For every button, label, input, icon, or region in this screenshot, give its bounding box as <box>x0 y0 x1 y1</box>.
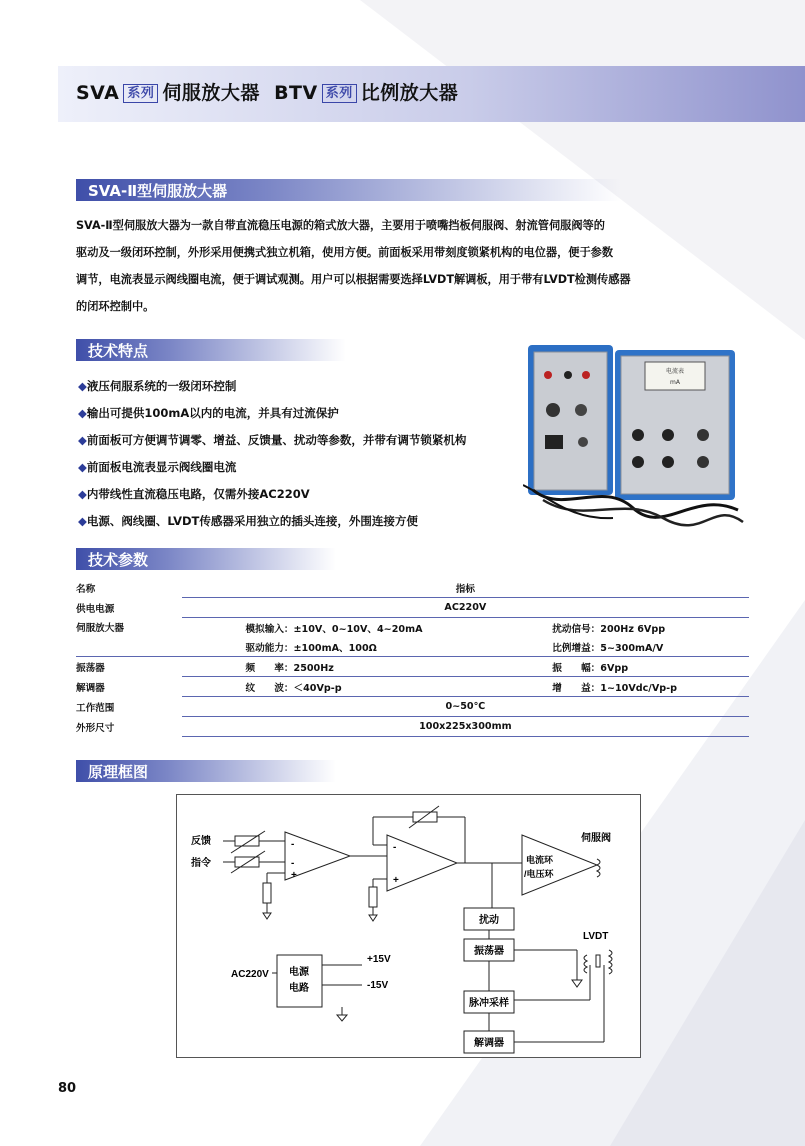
svg-text:脉冲采样: 脉冲采样 <box>469 998 509 1009</box>
svg-text:电流表: 电流表 <box>665 368 685 375</box>
list-item: ◆输出可提供100mA以内的电流，并具有过流保护 <box>78 406 339 420</box>
section-heading-diagram: 原理框图 <box>76 760 336 782</box>
list-item: ◆前面板可方便调节调零、增益、反馈量、扰动等参数，并带有调节锁紧机构 <box>78 433 467 447</box>
spec-table <box>76 578 749 737</box>
section-heading-params: 技术参数 <box>76 548 336 570</box>
table-row: 供电电源 AC220V <box>76 598 749 618</box>
svg-text:-: - <box>291 839 295 850</box>
svg-text:LVDT: LVDT <box>583 931 609 942</box>
svg-text:电流环: 电流环 <box>526 855 554 865</box>
table-row: 驱动能力：±100mA、100Ω 比例增益：5~300mA/V <box>76 637 749 657</box>
block-diagram <box>176 794 641 1058</box>
svg-text:+: + <box>393 875 399 886</box>
list-item: ◆电源、阀线圈、LVDT传感器采用独立的插头连接，外围连接方便 <box>78 514 418 528</box>
page-number: 80 <box>58 1081 77 1096</box>
svg-text:-: - <box>291 858 295 869</box>
table-row: 解调器 纹 波：＜40Vp-p 增 益：1~10Vdc/Vp-p <box>76 677 749 697</box>
page-title: SVA 系列 伺服放大器 BTV 系列 比例放大器 <box>76 82 459 104</box>
feature-list <box>78 373 466 535</box>
list-item: ◆内带线性直流稳压电路，仅需外接AC220V <box>78 487 310 501</box>
section-heading-features: 技术特点 <box>76 339 346 361</box>
section-heading-sva2: SVA-Ⅱ型伺服放大器 <box>76 179 621 201</box>
svg-text:+15V: +15V <box>367 954 391 965</box>
svg-text:振荡器: 振荡器 <box>474 946 504 957</box>
svg-text:解调器: 解调器 <box>474 1038 504 1049</box>
product-photo <box>523 340 748 530</box>
svg-text:电路: 电路 <box>289 983 309 994</box>
table-row: 伺服放大器 模拟输入：±10V、0~10V、4~20mA 扰动信号：200Hz 6Vpp <box>76 623 666 635</box>
svg-text:+: + <box>291 870 297 881</box>
table-row: 振荡器 频 率：2500Hz 振 幅：6Vpp <box>76 657 749 677</box>
series-tag: 系列 <box>123 84 158 103</box>
svg-text:mA: mA <box>670 379 680 386</box>
intro-paragraph: SVA-Ⅱ型伺服放大器为一款自带直流稳压电源的箱式放大器，主要用于喷嘴挡板伺服阀、射流管伺服阀等的 驱动及一级闭环控制，外形采用便携式独立机箱，使用方便。前面板采用带刻度锁紧机构的电位器，便于参数 调节，电流表显示阀线圈电流，便于调试观测。用户可以根据需要选择LVDT解调板，用于带有LVDT检测传感器 的闭环控制中。 <box>76 219 631 313</box>
svg-text:指令: 指令 <box>191 858 211 869</box>
svg-text:AC220V: AC220V <box>231 969 269 980</box>
svg-text:反馈: 反馈 <box>191 836 211 847</box>
svg-text:-: - <box>393 842 397 853</box>
list-item: ◆液压伺服系统的一级闭环控制 <box>78 379 237 393</box>
list-item: ◆前面板电流表显示阀线圈电流 <box>78 460 237 474</box>
table-row: 工作范围 0~50℃ <box>76 697 749 717</box>
svg-text:扰动: 扰动 <box>479 915 499 926</box>
svg-text:-15V: -15V <box>367 980 389 991</box>
table-row: 名称 指标 <box>76 578 749 598</box>
table-row: 外形尺寸 100x225x300mm <box>76 717 749 737</box>
svg-text:/电压环: /电压环 <box>524 869 554 879</box>
series-tag: 系列 <box>322 84 357 103</box>
svg-text:伺服阀: 伺服阀 <box>581 833 611 844</box>
svg-text:电源: 电源 <box>289 967 309 978</box>
